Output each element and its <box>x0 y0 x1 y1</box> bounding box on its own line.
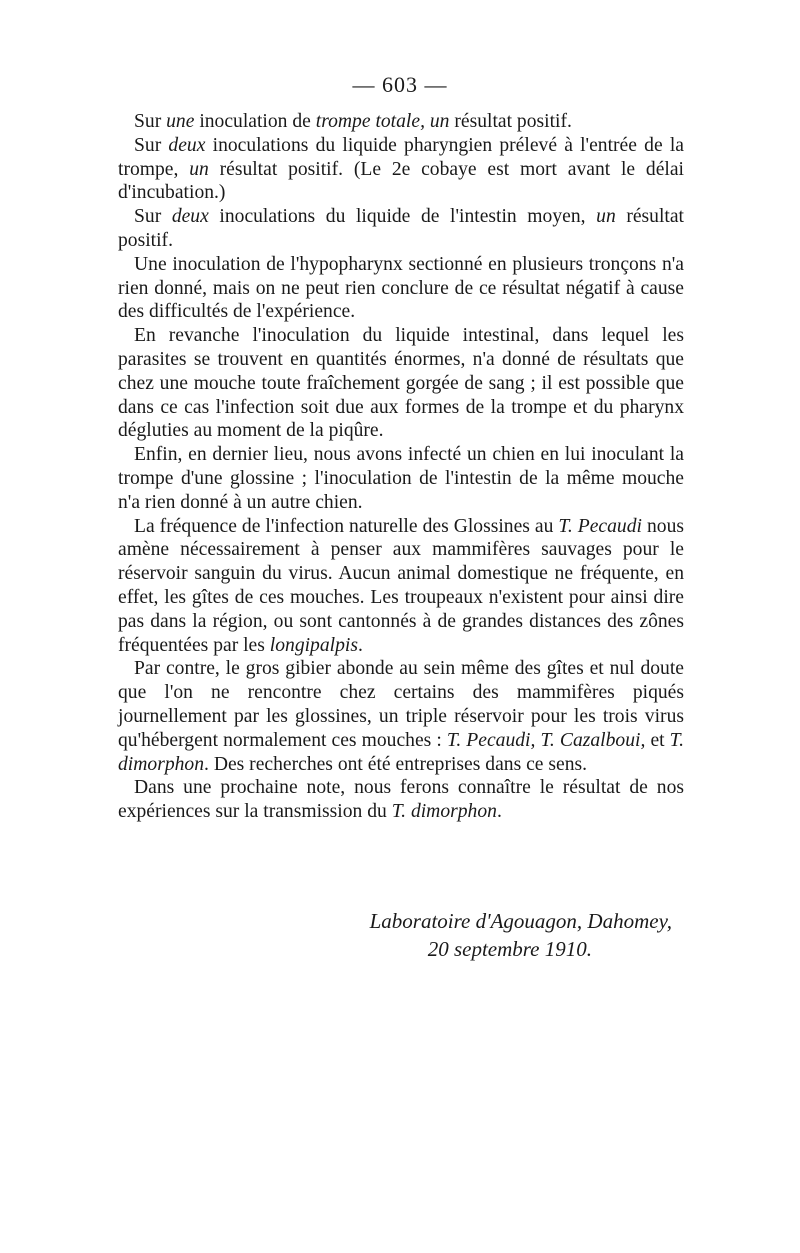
text-run: Sur <box>134 206 172 228</box>
text-run: nous amène nécessairement à penser aux mammifères sauvages pour le réservoir sanguin du virus. Aucun animal domestique ne fréquente, en effet, les gîtes de ces mouches. Les troupeaux n'existent pour ainsi dire pas dans la région, ou sont cantonnés à de grandes distances des zônes fréquentées par les <box>118 515 684 656</box>
signature-laboratory: Laboratoire d'Agouagon, Dahomey, <box>369 909 672 933</box>
text-run: inoculation de <box>194 111 316 132</box>
text-run: Une inoculation de l'hypopharynx sectionné en plusieurs tronçons n'a rien donné, mais on ne peut rien conclure de ce résultat négatif à cause des difficultés de l'expérience. <box>118 253 684 323</box>
text-run: inoculations du liquide de l'intestin moyen, <box>208 206 597 228</box>
text-run: Sur <box>134 111 167 132</box>
text-run: . <box>357 634 363 656</box>
italic-run: un <box>189 158 209 180</box>
text-run: et <box>645 729 670 751</box>
italic-run: trompe totale, un <box>315 111 450 132</box>
italic-run: longipalpis <box>269 634 358 656</box>
italic-run: deux <box>168 134 206 156</box>
text-run: résultat positif. <box>449 111 572 132</box>
text-run: résultat positif. <box>118 206 684 251</box>
body-text <box>118 110 684 824</box>
paragraph <box>118 324 684 443</box>
text-run: Par contre, le gros gibier abonde au sein même des gîtes et nul doute que l'on ne rencontre chez certains des mammifères piqués journellement par les glossines, un triple réservoir pour les trois virus qu'hébergent normalement ces mouches : <box>118 658 684 751</box>
text-run: inoculations du liquide pharyngien prélevé à l'entrée de la trompe, <box>118 134 684 180</box>
text-run: En revanche l'inoculation du liquide intestinal, dans lequel les parasites se trouvent en quantités énormes, n'a donné de résultats que chez une mouche toute fraîchement gorgée de sang ; il est possible que dans ce cas l'infection soit due aux formes de la trompe et du pharynx dégluties au moment de la piqûre. <box>118 325 684 442</box>
signature-date: 20 septembre 1910. <box>427 937 592 961</box>
text-run: . <box>496 801 502 823</box>
paragraph <box>118 776 684 824</box>
text-run: Dans une prochaine note, nous ferons connaître le résultat de nos expériences sur la transmission du <box>118 777 684 823</box>
paragraph <box>118 657 684 776</box>
italic-run: T. Pecaudi, T. Cazalboui, <box>446 729 646 751</box>
italic-run: un <box>596 206 616 228</box>
italic-run: une <box>166 111 195 132</box>
text-run: La fréquence de l'infection naturelle des Glossines au <box>134 515 559 537</box>
paragraph <box>118 443 684 514</box>
text-run: Sur <box>134 134 169 156</box>
italic-run: T. dimorphon <box>391 801 497 823</box>
paragraph <box>118 110 684 134</box>
text-run: Enfin, en dernier lieu, nous avons infecté un chien en lui inoculant la trompe d'une glossine ; l'inoculation de l'intestin de la même mouche n'a rien donné à un autre chien. <box>118 444 684 513</box>
signature-block <box>118 907 684 963</box>
italic-run: T. Pecaudi <box>558 515 642 537</box>
paragraph <box>118 205 684 253</box>
text-run: . Des recherches ont été entreprises dans ce sens. <box>204 753 588 775</box>
paragraph <box>118 134 684 205</box>
italic-run: T. dimorphon <box>118 729 685 775</box>
text-run: résultat positif. (Le 2e cobaye est mort avant le délai d'incubation.) <box>118 158 685 204</box>
page-number: — 603 — <box>352 72 448 97</box>
paragraph <box>118 253 684 324</box>
paragraph <box>118 515 684 658</box>
italic-run: deux <box>171 206 209 228</box>
